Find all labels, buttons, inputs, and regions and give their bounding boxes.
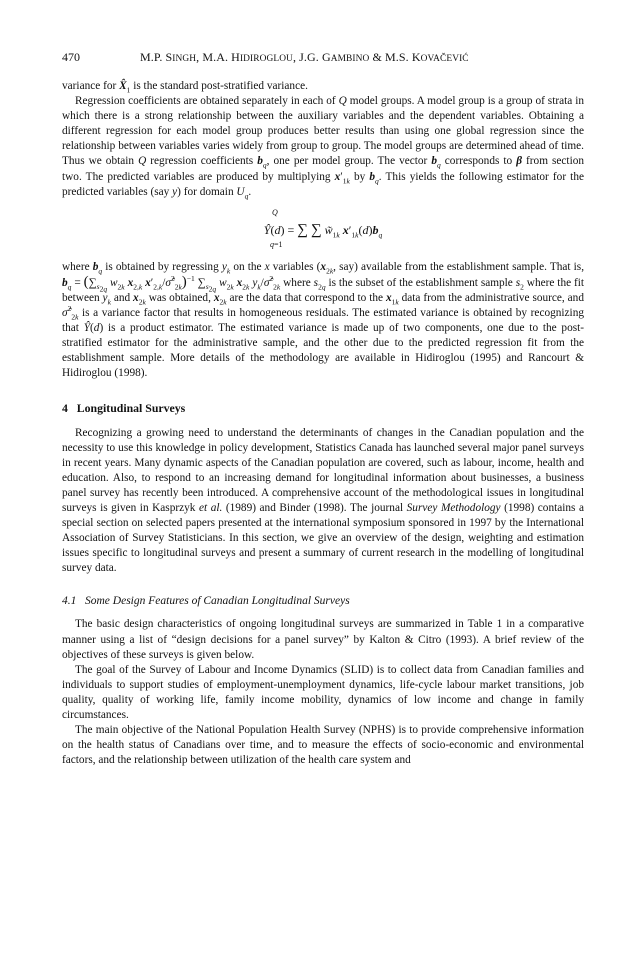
body-text <box>62 79 584 768</box>
subsection-heading-4-1: 4.1 Some Design Features of Canadian Longitudinal Surveys <box>62 595 350 608</box>
page <box>62 50 584 768</box>
running-header-authors: M.P. SINGH, M.A. HIDIROGLOU, J.G. GAMBINO & M.S. KOVAČEVIĆ <box>140 50 469 64</box>
running-header <box>62 50 584 68</box>
paragraph-variance: variance for $X̂_1$ is the standard post-stratified variance. <box>62 80 308 95</box>
equation-predicted-estimator: Q Ŷ(d) = ∑ ∑ $w̃_{1k}$ $x'_{1k}(d)b_q$ q=1 <box>263 207 383 249</box>
paragraph-slid: The goal of the Survey of Labour and Income Dynamics (SLID) is to collect data from Canadian families and individuals to support studies of employment-unemployment dynamics, life-cycle labour market transitions, job quality, quality of working life, family income mobility, dynamics of low income and change in family circumstances. <box>62 663 584 721</box>
sum-lower-limit: q=1 <box>270 239 283 249</box>
paragraph-design-characteristics: The basic design characteristics of ongoing longitudinal surveys are summarized in Table 1 in a comparative manner using a list of “design decisions for a panel survey” by Kalton & Citro (1993). A brief review of the objectives of these surveys is given below. <box>62 618 584 661</box>
paragraph-nphs: The main objective of the National Population Health Survey (NPHS) is to provide comprehensive information on the health status of Canadians over time, and to measure the effects of socio-economic and environmental factors, and the relationship between utilization of the health care system and <box>62 724 584 767</box>
paragraph-regression: Regression coefficients are obtained separately in each of Q model groups. A model group is a group of strata in which there is a strong relationship between the auxiliary variables and the dependent variables. Obtaining a different regression for each model group produces better results than using one global regression since the relationship between variables varies widely from group to group. The model groups are determined ahead of time. Thus we obtain Q regression coefficients $b_q$, one per model group. The vector $b_q$ corresponds to β from section two. The predicted variables are produced by multiplying $x'_{1k}$ by $b_q$. This yields the following estimator for the predicted variables (say y) for domain $U_q$. <box>62 95 584 200</box>
paragraph-longitudinal-intro: Recognizing a growing need to understand the determinants of changes in the Canadian population and the necessity to use this knowledge in policy development, Statistics Canada has launched several major panel surveys in recent years. Many dynamic aspects of the Canadian population are covered, such as labour, income, health and education. Also, to respond to an increasing demand for longitudinal information about businesses, a business panel survey has recently been introduced. A comprehensive account of the methodological issues in longitudinal surveys is given in Kasprzyk et al. (1989) and Binder (1998). The journal Survey Methodology (1998) contains a special section on selected papers presented at the international symposium sponsored in 1997 by the International Association of Survey Statisticians. In this section, we give an overview of the design, weighting and estimation issues specific to longitudinal surveys and present a summary of current research in the modelling of longitudinal survey data. <box>62 426 584 575</box>
section-heading-4: 4 Longitudinal Surveys <box>62 400 186 415</box>
page-number: 470 <box>62 50 80 64</box>
paragraph-bq-definition: where $b_q$ is obtained by regressing $y_k$ on the x variables ($x_{2k}$, say) available from the establishment sample. That is, $b_q = (\sum_{s_{2q}}$ $w_{2k}$ $x_{2,k}$ $x'_{2,k}/\sigmâ^2_{2k})^{-1}$ $\sum_{s_{2q}}$ $w_{2k}$ $x_{2k}$ $y_k/\sigmâ^2_{2k}$ where $s_{2q}$ is the subset of the establishment sample $s_2$ where the fit between $y_k$ and $x_{2k}$ was obtained, $x_{2k}$ are the data that correspond to the $x_{1k}$ data from the administrative source, and σ̂$^2_{2k}$ is a variance factor that results in homogeneous residuals. The estimated variance is obtained by recognizing that Ŷ(d) is a product estimator. The estimated variance is made up of two components, one due to the post-stratified estimator for the administrative sample, and the other due to the predicted regression fit from the establishment sample. More details of the methodology are available in Hidiroglou (1995) and Rancourt & Hidiroglou (1998). <box>62 260 585 380</box>
sum-upper-limit: Q <box>272 207 278 217</box>
